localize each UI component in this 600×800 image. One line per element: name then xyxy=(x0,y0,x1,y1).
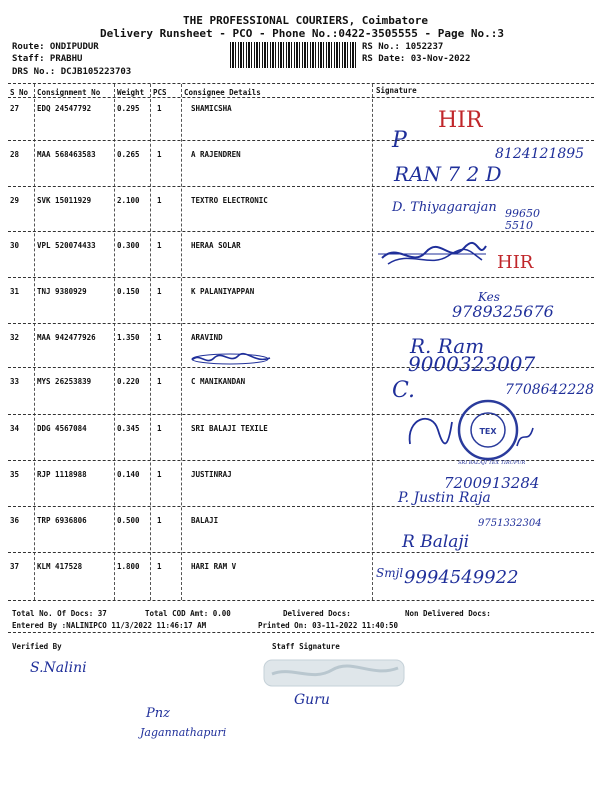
column-separator xyxy=(372,84,373,600)
rs-date: RS Date: 03-Nov-2022 xyxy=(362,54,471,64)
scribble-signature xyxy=(402,408,456,454)
staff: Staff: PRABHU xyxy=(12,54,83,64)
cell-weight: 0.500 xyxy=(117,516,140,525)
column-separator xyxy=(181,84,182,600)
cell-consignee: K PALANIYAPPAN xyxy=(191,287,255,296)
cell-consignment: DDG 4567084 xyxy=(37,424,87,433)
divider xyxy=(8,97,594,98)
cell-consignment: MYS 26253839 xyxy=(37,377,92,386)
cell-pcs: 1 xyxy=(157,470,162,479)
handwritten-initial: P xyxy=(392,128,407,153)
total-cod: Total COD Amt: 0.00 xyxy=(145,609,231,618)
divider xyxy=(8,83,594,84)
cell-consignee: SHAMICSHA xyxy=(191,104,232,113)
cell-weight: 0.295 xyxy=(117,104,140,113)
cell-consignment: KLM 417528 xyxy=(37,562,83,571)
cell-sno: 32 xyxy=(10,333,20,342)
total-docs: Total No. Of Docs: 37 xyxy=(12,609,107,618)
cell-consignment: TRP 6936806 xyxy=(37,516,87,525)
route: Route: ONDIPUDUR xyxy=(12,42,99,52)
cell-consignment: RJP 1118988 xyxy=(37,470,87,479)
cell-weight: 1.350 xyxy=(117,333,140,342)
printed-on: Printed On: 03-11-2022 11:40:50 xyxy=(258,621,398,630)
handwritten-name: Jagannathapuri xyxy=(140,726,227,739)
cell-pcs: 1 xyxy=(157,424,162,433)
verified-by-label: Verified By xyxy=(12,642,62,651)
cell-pcs: 1 xyxy=(157,150,162,159)
scribble-signature xyxy=(514,424,536,450)
divider xyxy=(8,600,594,601)
cell-consignment: VPL 520074433 xyxy=(37,241,96,250)
cell-sno: 37 xyxy=(10,562,20,571)
row-divider xyxy=(8,277,594,278)
cell-sno: 31 xyxy=(10,287,20,296)
cell-weight: 0.150 xyxy=(117,287,140,296)
cell-pcs: 1 xyxy=(157,241,162,250)
handwritten-hir: HIR xyxy=(438,108,483,133)
cell-consignee: JUSTINRAJ xyxy=(191,470,232,479)
drs-number: DRS No.: DCJB105223703 xyxy=(12,67,132,77)
handwritten-phone: 9751332304 xyxy=(478,518,542,529)
cell-pcs: 1 xyxy=(157,333,162,342)
verifier-signature: S.Nalini xyxy=(30,660,87,676)
handwritten-number: 99650 5510 xyxy=(505,207,540,232)
divider xyxy=(8,632,594,633)
cell-consignee: BALAJI xyxy=(191,516,219,525)
col-signature: Signature xyxy=(376,86,417,95)
handwritten-name: D. Thiyagarajan xyxy=(392,200,497,215)
cell-consignee: TEXTRO ELECTRONIC xyxy=(191,196,268,205)
cell-sno: 30 xyxy=(10,241,20,250)
handwritten-phone: 8124121895 xyxy=(495,146,585,162)
cell-sno: 36 xyxy=(10,516,20,525)
cell-consignment: EDQ 24547792 xyxy=(37,104,92,113)
handwritten-phone: 7708642228 xyxy=(505,382,595,398)
scribble-signature xyxy=(378,238,488,270)
row-divider xyxy=(8,552,594,553)
handwritten-initial: Kes xyxy=(478,290,500,304)
row-divider xyxy=(8,140,594,141)
cell-sno: 35 xyxy=(10,470,20,479)
handwritten-name: R. Ram xyxy=(410,334,485,358)
column-separator xyxy=(34,84,35,600)
column-separator xyxy=(114,84,115,600)
delivered-docs: Delivered Docs: xyxy=(283,609,351,618)
column-separator xyxy=(150,84,151,600)
handwritten-initial: C. xyxy=(392,378,416,403)
cell-consignment: TNJ 9380929 xyxy=(37,287,87,296)
cell-pcs: 1 xyxy=(157,377,162,386)
barcode xyxy=(230,42,356,68)
handwritten-phone: 9789325676 xyxy=(452,302,554,321)
cell-consignment: MAA 942477926 xyxy=(37,333,96,342)
stamp-text: SRI BALAJI TEX TIRUPUR xyxy=(458,460,526,466)
handwritten-name: R Balaji xyxy=(402,532,470,552)
cell-consignee: C MANIKANDAN xyxy=(191,377,246,386)
cell-pcs: 1 xyxy=(157,104,162,113)
handwritten-initial: Smjl xyxy=(376,566,404,580)
cell-sno: 27 xyxy=(10,104,20,113)
handwritten-name: P. Justin Raja xyxy=(398,490,491,506)
cell-weight: 1.800 xyxy=(117,562,140,571)
cell-pcs: 1 xyxy=(157,287,162,296)
handwritten-phone: 9994549922 xyxy=(404,567,519,588)
company-stamp xyxy=(456,398,520,462)
cell-consignee: A RAJENDREN xyxy=(191,150,241,159)
entered-by: Entered By :NALINIPCO 11/3/2022 11:46:17 AM xyxy=(12,621,207,630)
row-divider xyxy=(8,323,594,324)
cell-consignee: HARI RAM V xyxy=(191,562,237,571)
handwritten-phone: 7200913284 xyxy=(444,474,540,492)
handwritten-phone: 9000323007 xyxy=(408,352,536,376)
handwritten-hir: HIR xyxy=(497,252,534,273)
col-consignee: Consignee Details xyxy=(184,88,261,97)
row-divider xyxy=(8,186,594,187)
cell-pcs: 1 xyxy=(157,196,162,205)
row-divider xyxy=(8,506,594,507)
cell-weight: 0.220 xyxy=(117,377,140,386)
cell-sno: 33 xyxy=(10,377,20,386)
handwritten-initial: Pnz xyxy=(146,706,170,721)
cell-weight: 0.300 xyxy=(117,241,140,250)
cell-weight: 0.345 xyxy=(117,424,140,433)
scribble-signature xyxy=(190,352,272,366)
handwritten-name: RAN 7 2 D xyxy=(394,162,502,186)
cell-consignee: SRI BALAJI TEXILE xyxy=(191,424,268,433)
staff-signature: Guru xyxy=(294,692,330,708)
staff-signature-label: Staff Signature xyxy=(272,642,340,651)
company-title: THE PROFESSIONAL COURIERS, Coimbatore xyxy=(183,14,429,27)
rs-number: RS No.: 1052237 xyxy=(362,42,444,52)
cell-sno: 28 xyxy=(10,150,20,159)
col-consignment: Consignment No xyxy=(37,88,101,97)
cell-sno: 34 xyxy=(10,424,20,433)
cell-consignment: MAA 568463583 xyxy=(37,150,96,159)
cell-consignee: ARAVIND xyxy=(191,333,223,342)
smudged-stamp xyxy=(262,656,408,690)
cell-consignee: HERAA SOLAR xyxy=(191,241,241,250)
col-pcs: PCS xyxy=(153,88,167,97)
cell-consignment: SVK 15011929 xyxy=(37,196,92,205)
col-weight: Weight xyxy=(117,88,145,97)
cell-sno: 29 xyxy=(10,196,20,205)
col-sno: S No xyxy=(10,88,29,97)
cell-weight: 0.140 xyxy=(117,470,140,479)
runsheet-title: Delivery Runsheet - PCO - Phone No.:0422-3505555 - Page No.:3 xyxy=(100,27,504,40)
cell-weight: 0.265 xyxy=(117,150,140,159)
cell-pcs: 1 xyxy=(157,562,162,571)
cell-pcs: 1 xyxy=(157,516,162,525)
svg-text:TEX: TEX xyxy=(479,427,497,436)
cell-weight: 2.100 xyxy=(117,196,140,205)
non-delivered-docs: Non Delivered Docs: xyxy=(405,609,491,618)
